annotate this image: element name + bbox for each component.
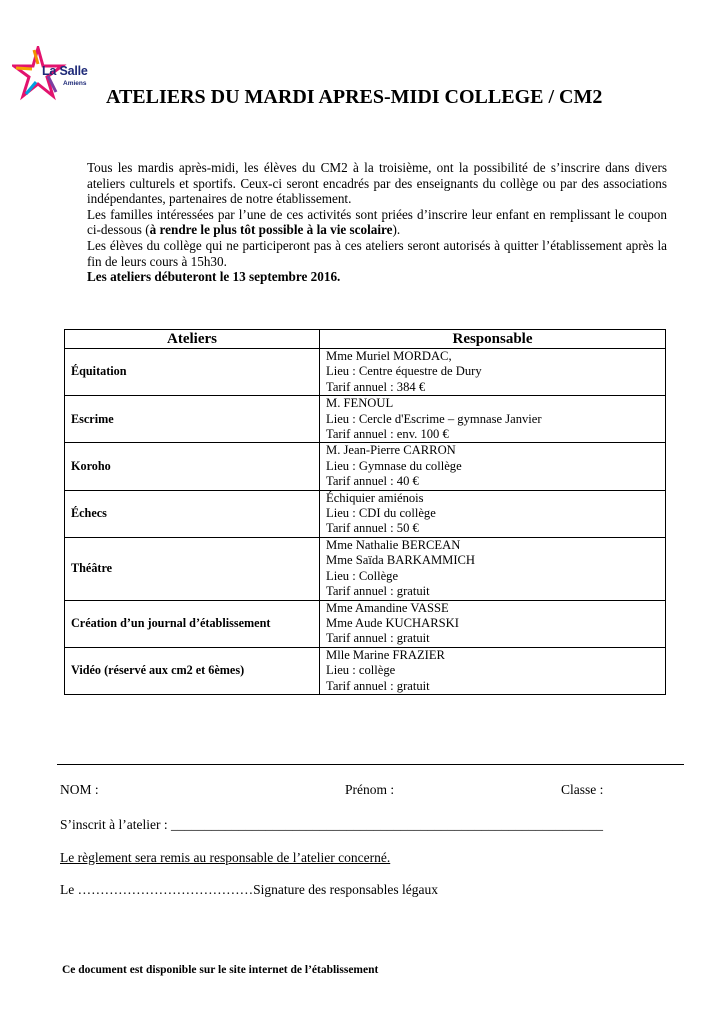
school-logo	[12, 46, 98, 110]
logo-city: Amiens	[63, 80, 87, 87]
responsable-line: Lieu : Collège	[326, 568, 399, 583]
table-row	[65, 647, 666, 694]
responsable-line: Lieu : CDI du collège	[326, 506, 436, 521]
intro-paragraph-2-end: ).	[392, 222, 401, 238]
table-row	[65, 537, 666, 600]
responsable-cell	[320, 349, 666, 396]
intro-paragraph-2-start: Les familles intéressées par l’une de ces activités sont priées d’inscrire leur enfant en remplissant le coupon ci-dessous (	[87, 206, 667, 238]
activity-name: Théâtre	[65, 537, 320, 600]
reglement-notice: Le règlement sera remis au responsable de l’atelier concerné.	[60, 850, 391, 865]
intro-text	[87, 160, 667, 285]
intro-paragraph-1: Tous les mardis après-midi, les élèves du CM2 à la troisième, ont la possibilité de s’inscrire dans divers ateliers culturels et sportifs. Ceux-ci seront encadrés par des enseignants du collège ou par des associations indépendantes, partenaires de notre établissement.	[87, 160, 667, 207]
ateliers-table	[64, 329, 666, 695]
intro-paragraph-3: Les élèves du collège qui ne participeront pas à ces ateliers seront autorisés à quitter l’établissement après la fin de leurs cours à 15h30.	[87, 237, 667, 269]
responsable-line: Tarif annuel : 40 €	[326, 474, 419, 489]
table-row	[65, 600, 666, 647]
intro-paragraph-2-bold: à rendre le plus tôt possible à la vie scolaire	[149, 222, 393, 238]
responsable-line: Lieu : collège	[326, 663, 396, 678]
responsable-line: Tarif annuel : 384 €	[326, 379, 426, 394]
table-row	[65, 396, 666, 443]
table-header-row	[65, 330, 666, 349]
responsable-line: Mlle Marine FRAZIER	[326, 647, 445, 662]
responsable-cell	[320, 490, 666, 537]
header-responsable: Responsable	[320, 330, 666, 349]
intro-start-date-text: Les ateliers débuteront le 13 septembre 2016.	[87, 269, 341, 285]
activity-name: Équitation	[65, 349, 320, 396]
responsable-cell	[320, 647, 666, 694]
responsable-cell	[320, 396, 666, 443]
activity-name: Création d’un journal d’établissement	[65, 600, 320, 647]
responsable-line: Lieu : Cercle d'Escrime – gymnase Janvier	[326, 411, 542, 426]
atelier-line: S’inscrit à l’atelier : ________________________________________________________________	[60, 817, 603, 832]
responsable-line: Mme Muriel MORDAC,	[326, 349, 452, 363]
intro-paragraph-2	[87, 207, 667, 238]
responsable-line: Tarif annuel : gratuit	[326, 584, 430, 599]
star-logo-icon	[12, 46, 98, 110]
footer-note: Ce document est disponible sur le site internet de l’établissement	[62, 964, 379, 976]
activity-name: Vidéo (réservé aux cm2 et 6èmes)	[65, 647, 320, 694]
header-ateliers: Ateliers	[65, 330, 320, 349]
responsable-line: M. Jean-Pierre CARRON	[326, 443, 456, 458]
activity-name: Escrime	[65, 396, 320, 443]
prenom-label: Prénom :	[345, 782, 395, 797]
classe-label: Classe :	[561, 782, 604, 797]
activity-name: Échecs	[65, 490, 320, 537]
responsable-line: Mme Saïda BARKAMMICH	[326, 553, 476, 568]
responsable-line: Mme Aude KUCHARSKI	[326, 615, 459, 630]
responsable-line: Tarif annuel : 50 €	[326, 521, 419, 536]
nom-label: NOM :	[60, 782, 99, 797]
table-row	[65, 443, 666, 490]
responsable-line: Échiquier amiénois	[326, 490, 424, 505]
intro-start-date	[87, 269, 667, 285]
responsable-line: Tarif annuel : env. 100 €	[326, 427, 449, 442]
page-title: ATELIERS DU MARDI APRES-MIDI COLLEGE / CM2	[106, 86, 603, 108]
logo-name: La Salle	[42, 64, 88, 78]
responsable-line: M. FENOUL	[326, 396, 394, 411]
table-row	[65, 349, 666, 396]
responsable-line: Mme Amandine VASSE	[326, 600, 449, 615]
responsable-line: Tarif annuel : gratuit	[326, 678, 430, 693]
responsable-cell	[320, 600, 666, 647]
separator-line	[57, 764, 684, 765]
responsable-line: Lieu : Centre équestre de Dury	[326, 364, 482, 379]
table-row	[65, 490, 666, 537]
responsable-cell	[320, 443, 666, 490]
responsable-line: Tarif annuel : gratuit	[326, 631, 430, 646]
responsable-line: Mme Nathalie BERCEAN	[326, 537, 461, 552]
responsable-line: Lieu : Gymnase du collège	[326, 458, 462, 473]
activity-name: Koroho	[65, 443, 320, 490]
signature-line: Le …………………………………Signature des responsables légaux	[60, 882, 438, 897]
responsable-cell	[320, 537, 666, 600]
